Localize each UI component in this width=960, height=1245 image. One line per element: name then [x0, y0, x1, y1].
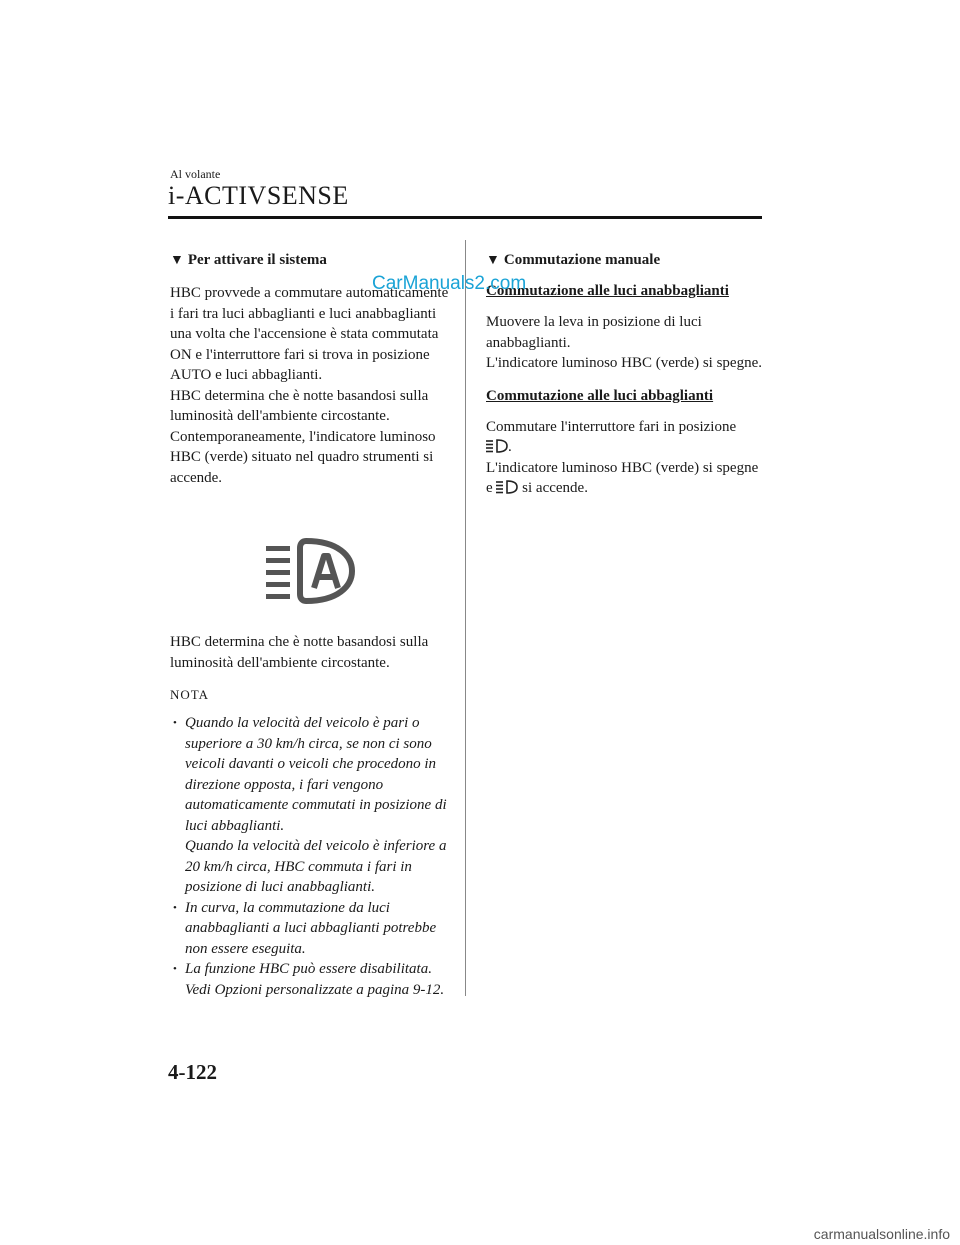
paragraph: HBC provvede a commutare automaticamente i fari tra luci abbaglianti e luci anabbaglianti una volta che l'accensione è stata commutata ON e l'interruttore fari si trova in posizione AUTO e luci abbaglianti. — [170, 285, 449, 383]
hbc-auto-headlight-icon — [266, 538, 356, 604]
section-heading-manual — [486, 252, 762, 269]
high-beam-icon — [486, 439, 508, 453]
paragraph-text: Commutare l'interruttore fari in posizione — [486, 418, 737, 435]
note-text: Quando la velocità del veicolo è pari o superiore a 30 km/h circa, se non ci sono veicoli davanti o veicoli che procedono in direzione opposta, i fari vengono automaticamente commutati in posizione di luci abbaglianti. — [185, 715, 447, 834]
paragraph-text: si accende. — [522, 480, 588, 496]
section-heading-activate — [170, 252, 452, 269]
paragraph: HBC determina che è notte basandosi sulla luminosità dell'ambiente circostante. — [170, 634, 429, 671]
column-divider — [465, 240, 466, 996]
paragraph: Contemporaneamente, l'indicatore luminoso HBC (verde) situato nel quadro strumenti si accende. — [170, 428, 436, 486]
left-column — [170, 252, 452, 1000]
right-column — [486, 252, 762, 499]
header-rule — [168, 216, 762, 219]
note-text: In curva, la commutazione da luci anabbaglianti a luci abbaglianti potrebbe non essere eseguita. — [185, 899, 437, 957]
note-item — [170, 959, 452, 1000]
heading-text: Commutazione manuale — [503, 252, 661, 268]
section-label: Al volante — [170, 167, 221, 181]
page-number: 4-122 — [168, 1060, 217, 1084]
paragraph: L'indicatore luminoso HBC (verde) si spegne. — [486, 355, 762, 371]
triangle-marker-icon: ▼ — [486, 253, 500, 268]
note-item — [170, 898, 452, 960]
subheading-low-beam: Commutazione alle luci anabbaglianti — [486, 283, 729, 299]
note-text: Quando la velocità del veicolo è inferiore a 20 km/h circa, HBC commuta i fari in posizione di luci anabbaglianti. — [185, 838, 447, 895]
chapter-title: i-ACTIVSENSE — [168, 181, 349, 210]
note-title: NOTA — [170, 687, 210, 702]
paragraph-text: . — [508, 439, 512, 455]
note-text: La funzione HBC può essere disabilitata. Vedi Opzioni personalizzate a pagina 9-12. — [185, 961, 445, 998]
high-beam-icon — [496, 480, 518, 494]
heading-text: Per attivare il sistema — [187, 252, 327, 268]
watermark-link[interactable]: CarManuals2.com — [372, 273, 527, 294]
footer-site-link[interactable]: carmanualsonline.info — [813, 1226, 950, 1242]
note-item — [170, 713, 452, 898]
paragraph-text: L'indicatore luminoso HBC (verde) si spegne e — [486, 459, 759, 496]
paragraph: Muovere la leva in posizione di luci anabbaglianti. — [486, 314, 702, 351]
paragraph — [486, 417, 762, 458]
paragraph — [486, 458, 762, 499]
paragraph: HBC determina che è notte basandosi sulla luminosità dell'ambiente circostante. — [170, 387, 429, 424]
subheading-high-beam: Commutazione alle luci abbaglianti — [486, 387, 714, 404]
triangle-marker-icon: ▼ — [170, 253, 184, 268]
note-list — [170, 713, 452, 1000]
